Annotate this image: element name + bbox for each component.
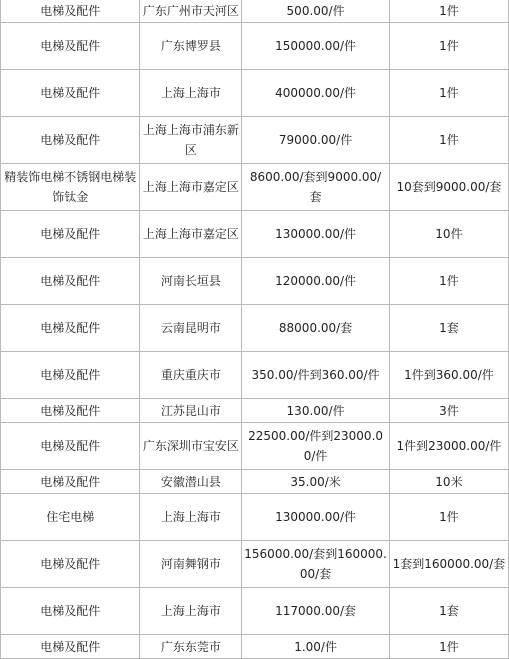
location-cell: 广东东莞市 xyxy=(140,635,242,659)
quantity-cell: 10套到9000.00/套 xyxy=(389,164,508,211)
table-row xyxy=(1,470,509,494)
quantity-cell: 1件 xyxy=(389,494,508,541)
price-cell: 500.00/件 xyxy=(242,0,390,23)
quantity-cell: 1件 xyxy=(389,70,508,117)
location-cell: 上海上海市嘉定区 xyxy=(140,211,242,258)
quantity-cell: 1件 xyxy=(389,0,508,23)
table-row xyxy=(1,494,509,541)
table-row xyxy=(1,117,509,164)
price-cell: 150000.00/件 xyxy=(242,23,390,70)
quantity-cell: 3件 xyxy=(389,399,508,423)
price-cell: 117000.00/套 xyxy=(242,588,390,635)
location-cell: 广东深圳市宝安区 xyxy=(140,423,242,470)
table-row xyxy=(1,588,509,635)
product-cell: 电梯及配件 xyxy=(1,470,140,494)
quantity-cell: 1件到23000.00/件 xyxy=(389,423,508,470)
price-cell: 350.00/件到360.00/件 xyxy=(242,352,390,399)
table-row xyxy=(1,352,509,399)
table-row xyxy=(1,305,509,352)
table-row xyxy=(1,23,509,70)
location-cell: 上海上海市 xyxy=(140,494,242,541)
table-row xyxy=(1,423,509,470)
quantity-cell: 1套到160000.00/套 xyxy=(389,541,508,588)
table-row xyxy=(1,541,509,588)
product-cell: 电梯及配件 xyxy=(1,541,140,588)
quantity-cell: 1件 xyxy=(389,258,508,305)
product-cell: 电梯及配件 xyxy=(1,635,140,659)
price-cell: 35.00/米 xyxy=(242,470,390,494)
product-cell: 电梯及配件 xyxy=(1,117,140,164)
quantity-cell: 10件 xyxy=(389,211,508,258)
location-cell: 江苏昆山市 xyxy=(140,399,242,423)
location-cell: 河南长垣县 xyxy=(140,258,242,305)
product-cell: 电梯及配件 xyxy=(1,305,140,352)
price-cell: 130000.00/件 xyxy=(242,494,390,541)
table-row xyxy=(1,0,509,23)
price-cell: 79000.00/件 xyxy=(242,117,390,164)
location-cell: 广东博罗县 xyxy=(140,23,242,70)
location-cell: 上海上海市浦东新区 xyxy=(140,117,242,164)
quantity-cell: 1件 xyxy=(389,117,508,164)
product-cell: 电梯及配件 xyxy=(1,423,140,470)
price-cell: 8600.00/套到9000.00/套 xyxy=(242,164,390,211)
quantity-cell: 1件 xyxy=(389,635,508,659)
product-cell: 电梯及配件 xyxy=(1,352,140,399)
price-cell: 88000.00/套 xyxy=(242,305,390,352)
quantity-cell: 1套 xyxy=(389,305,508,352)
product-cell: 电梯及配件 xyxy=(1,70,140,117)
table-body xyxy=(1,0,509,659)
product-cell: 电梯及配件 xyxy=(1,399,140,423)
price-cell: 400000.00/件 xyxy=(242,70,390,117)
product-cell: 电梯及配件 xyxy=(1,588,140,635)
table-row xyxy=(1,258,509,305)
price-cell: 130000.00/件 xyxy=(242,211,390,258)
table-row xyxy=(1,164,509,211)
table-row xyxy=(1,211,509,258)
location-cell: 上海上海市 xyxy=(140,70,242,117)
product-cell: 住宅电梯 xyxy=(1,494,140,541)
product-cell: 电梯及配件 xyxy=(1,23,140,70)
quantity-cell: 1件 xyxy=(389,23,508,70)
product-cell: 电梯及配件 xyxy=(1,258,140,305)
table-row xyxy=(1,70,509,117)
location-cell: 河南舞钢市 xyxy=(140,541,242,588)
quantity-cell: 1件到360.00/件 xyxy=(389,352,508,399)
product-cell: 精装饰电梯不锈钢电梯装饰钛金 xyxy=(1,164,140,211)
table-row xyxy=(1,399,509,423)
location-cell: 安徽潜山县 xyxy=(140,470,242,494)
quantity-cell: 1套 xyxy=(389,588,508,635)
price-cell: 130.00/件 xyxy=(242,399,390,423)
location-cell: 重庆重庆市 xyxy=(140,352,242,399)
price-cell: 120000.00/件 xyxy=(242,258,390,305)
location-cell: 广东广州市天河区 xyxy=(140,0,242,23)
location-cell: 上海上海市 xyxy=(140,588,242,635)
price-cell: 156000.00/套到160000.00/套 xyxy=(242,541,390,588)
location-cell: 云南昆明市 xyxy=(140,305,242,352)
quantity-cell: 10米 xyxy=(389,470,508,494)
table-row xyxy=(1,635,509,659)
product-cell: 电梯及配件 xyxy=(1,211,140,258)
price-cell: 22500.00/件到23000.00/件 xyxy=(242,423,390,470)
product-cell: 电梯及配件 xyxy=(1,0,140,23)
location-cell: 上海上海市嘉定区 xyxy=(140,164,242,211)
price-cell: 1.00/件 xyxy=(242,635,390,659)
